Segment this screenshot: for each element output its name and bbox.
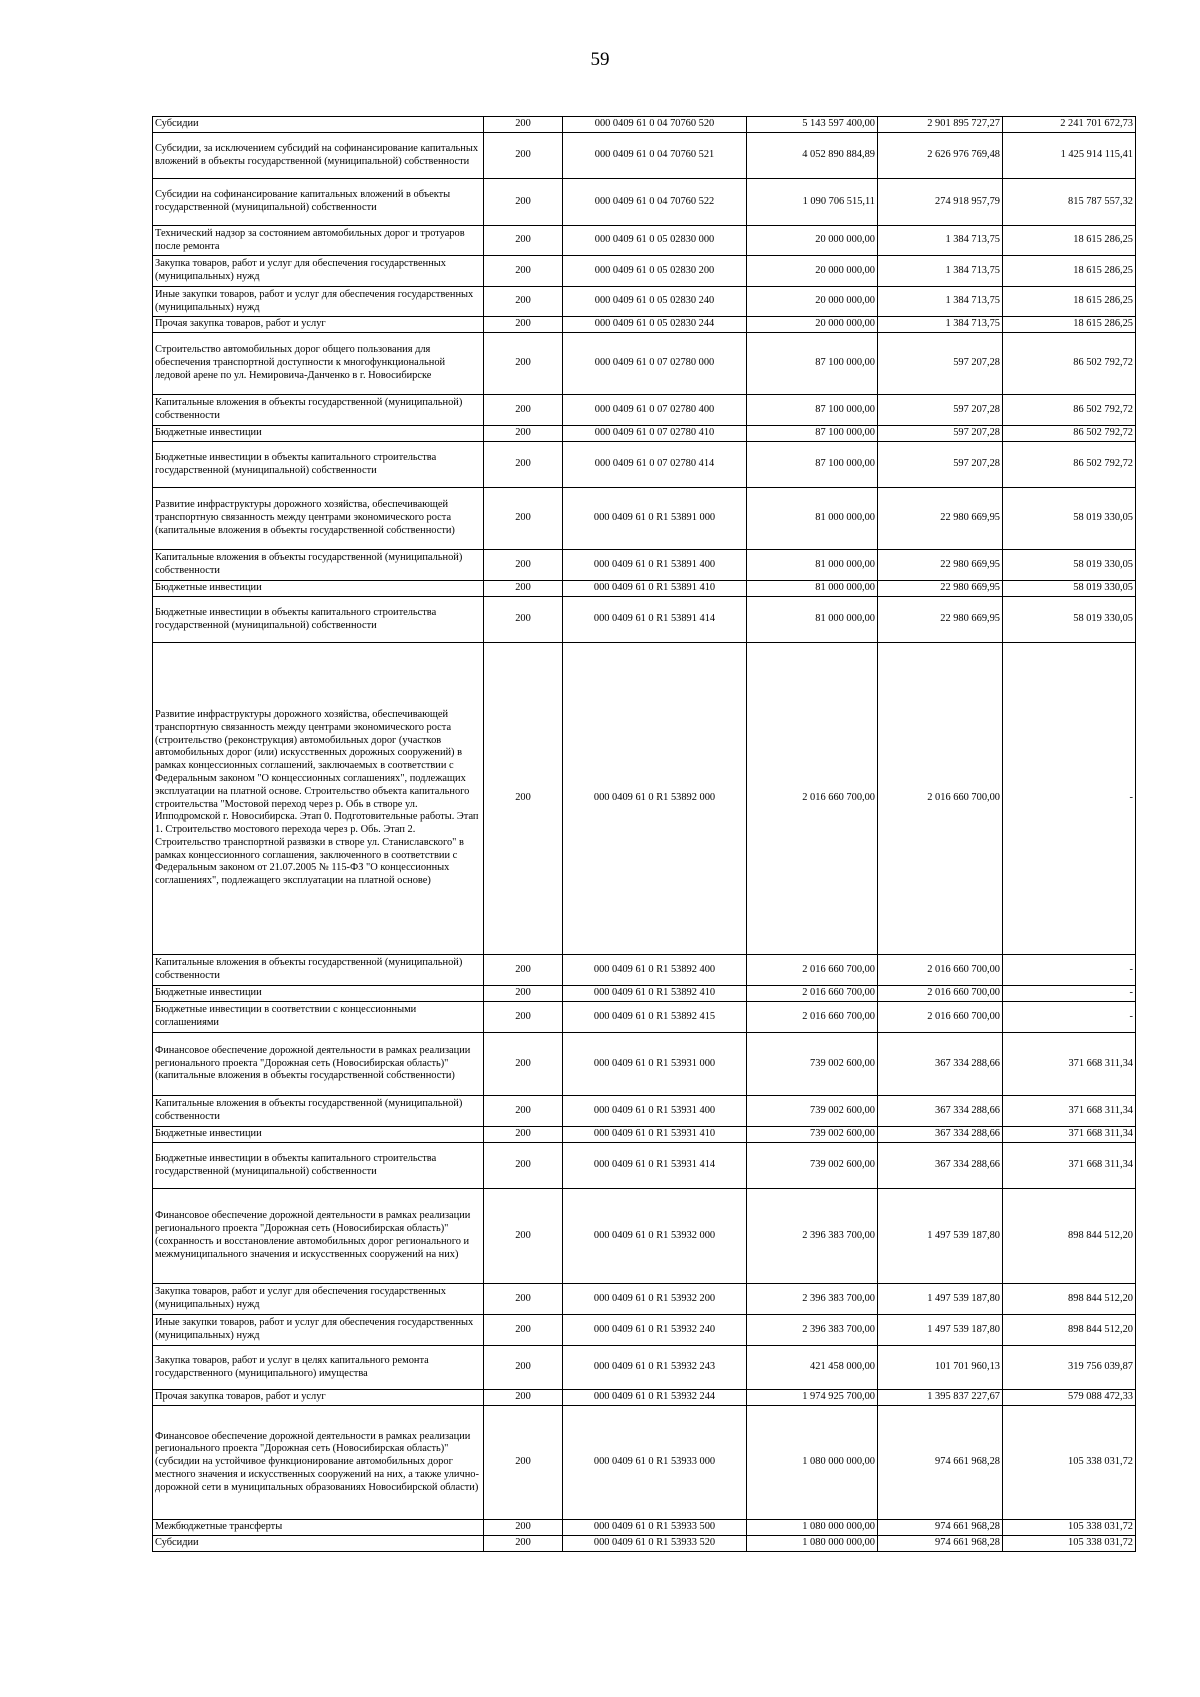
row-unexecuted-amount-cell: 86 502 792,72 [1003,426,1136,442]
row-classification-code-cell: 000 0409 61 0 R1 53931 000 [563,1033,747,1096]
row-code-cell: 200 [484,317,563,333]
row-unexecuted-amount-cell: 18 615 286,25 [1003,287,1136,317]
row-executed-amount-cell: 1 384 713,75 [878,256,1003,287]
row-executed-amount-cell: 22 980 669,95 [878,550,1003,581]
table-row [153,395,1136,426]
row-executed-amount-cell: 597 207,28 [878,395,1003,426]
table-row [153,1536,1136,1552]
table-row [153,117,1136,133]
row-executed-amount-cell: 597 207,28 [878,426,1003,442]
budget-execution-table [152,116,1136,1552]
table-row [153,256,1136,287]
table-row [153,1390,1136,1406]
row-name-cell: Финансовое обеспечение дорожной деятельности в рамках реализации регионального проекта "Дорожная сеть (Новосибирская область)" (субсидии на устойчивое функционирование автомобильных дорог местного значения и искусственных сооружений на них, а также улично-дорожной сети в муниципальных образованиях Новосибирской области) [153,1406,484,1520]
row-code-cell: 200 [484,1189,563,1284]
row-unexecuted-amount-cell: 105 338 031,72 [1003,1520,1136,1536]
row-approved-amount-cell: 87 100 000,00 [747,333,878,395]
row-classification-code-cell: 000 0409 61 0 R1 53932 243 [563,1346,747,1390]
row-name-cell: Капитальные вложения в объекты государственной (муниципальной) собственности [153,1096,484,1127]
row-approved-amount-cell: 2 396 383 700,00 [747,1189,878,1284]
row-executed-amount-cell: 22 980 669,95 [878,488,1003,550]
row-executed-amount-cell: 2 901 895 727,27 [878,117,1003,133]
table-row [153,1189,1136,1284]
row-executed-amount-cell: 2 016 660 700,00 [878,955,1003,986]
row-code-cell: 200 [484,955,563,986]
table-row [153,442,1136,488]
row-approved-amount-cell: 1 974 925 700,00 [747,1390,878,1406]
row-unexecuted-amount-cell: 319 756 039,87 [1003,1346,1136,1390]
row-unexecuted-amount-cell: 898 844 512,20 [1003,1315,1136,1346]
row-classification-code-cell: 000 0409 61 0 R1 53933 000 [563,1406,747,1520]
row-approved-amount-cell: 2 016 660 700,00 [747,955,878,986]
row-approved-amount-cell: 1 080 000 000,00 [747,1406,878,1520]
row-code-cell: 200 [484,550,563,581]
row-name-cell: Капитальные вложения в объекты государственной (муниципальной) собственности [153,550,484,581]
row-executed-amount-cell: 1 384 713,75 [878,226,1003,256]
row-approved-amount-cell: 81 000 000,00 [747,488,878,550]
row-classification-code-cell: 000 0409 61 0 R1 53892 410 [563,986,747,1002]
row-approved-amount-cell: 2 396 383 700,00 [747,1315,878,1346]
row-classification-code-cell: 000 0409 61 0 07 02780 410 [563,426,747,442]
row-code-cell: 200 [484,117,563,133]
row-approved-amount-cell: 81 000 000,00 [747,550,878,581]
row-classification-code-cell: 000 0409 61 0 07 02780 000 [563,333,747,395]
row-name-cell: Бюджетные инвестиции [153,426,484,442]
row-code-cell: 200 [484,287,563,317]
table-row [153,1002,1136,1033]
row-unexecuted-amount-cell: 898 844 512,20 [1003,1189,1136,1284]
row-code-cell: 200 [484,1315,563,1346]
table-row [153,488,1136,550]
table-row [153,1143,1136,1189]
row-name-cell: Иные закупки товаров, работ и услуг для обеспечения государственных (муниципальных) нужд [153,1315,484,1346]
row-executed-amount-cell: 1 497 539 187,80 [878,1315,1003,1346]
table-row [153,1033,1136,1096]
row-unexecuted-amount-cell: - [1003,986,1136,1002]
row-executed-amount-cell: 22 980 669,95 [878,597,1003,643]
row-classification-code-cell: 000 0409 61 0 05 02830 200 [563,256,747,287]
row-unexecuted-amount-cell: 371 668 311,34 [1003,1096,1136,1127]
row-name-cell: Бюджетные инвестиции в соответствии с концессионными соглашениями [153,1002,484,1033]
row-executed-amount-cell: 2 016 660 700,00 [878,986,1003,1002]
table-row [153,1406,1136,1520]
table-row [153,643,1136,955]
row-classification-code-cell: 000 0409 61 0 R1 53891 400 [563,550,747,581]
row-unexecuted-amount-cell: 18 615 286,25 [1003,256,1136,287]
row-unexecuted-amount-cell: - [1003,955,1136,986]
row-classification-code-cell: 000 0409 61 0 R1 53932 200 [563,1284,747,1315]
row-executed-amount-cell: 1 497 539 187,80 [878,1189,1003,1284]
row-approved-amount-cell: 1 080 000 000,00 [747,1536,878,1552]
row-name-cell: Капитальные вложения в объекты государственной (муниципальной) собственности [153,955,484,986]
row-code-cell: 200 [484,1536,563,1552]
row-approved-amount-cell: 87 100 000,00 [747,442,878,488]
row-name-cell: Бюджетные инвестиции в объекты капитального строительства государственной (муниципальной) собственности [153,442,484,488]
row-name-cell: Бюджетные инвестиции в объекты капитального строительства государственной (муниципальной) собственности [153,1143,484,1189]
row-approved-amount-cell: 739 002 600,00 [747,1033,878,1096]
row-classification-code-cell: 000 0409 61 0 R1 53933 500 [563,1520,747,1536]
row-name-cell: Развитие инфраструктуры дорожного хозяйства, обеспечивающей транспортную связанность между центрами экономического роста (строительство (реконструкция) автомобильных дорог (участков автомобильных дорог (или) искусственных дорожных сооружений) в рамках концессионных соглашений, заключаемых в соответствии с Федеральным законом "О концессионных соглашениях", подлежащих эксплуатации на платной основе. Строительство объекта капитального строительства "Мостовой переход через р. Обь в створе ул. Ипподромской г. Новосибирска. Этап 0. Подготовительные работы. Этап 1. Строительство мостового перехода через р. Обь. Этап 2. Строительство транспортной развязки в створе ул. Станиславского" в рамках концессионного соглашения, заключенного в соответствии с Федеральным законом от 21.07.2005 № 115-ФЗ "О концессионных соглашениях", подлежащего эксплуатации на платной основе) [153,643,484,955]
row-approved-amount-cell: 739 002 600,00 [747,1127,878,1143]
table-row [153,179,1136,226]
row-unexecuted-amount-cell: 1 425 914 115,41 [1003,133,1136,179]
table-row [153,550,1136,581]
row-executed-amount-cell: 974 661 968,28 [878,1536,1003,1552]
row-name-cell: Субсидии [153,1536,484,1552]
row-classification-code-cell: 000 0409 61 0 R1 53931 400 [563,1096,747,1127]
row-unexecuted-amount-cell: 86 502 792,72 [1003,395,1136,426]
row-unexecuted-amount-cell: 371 668 311,34 [1003,1033,1136,1096]
row-executed-amount-cell: 597 207,28 [878,442,1003,488]
row-approved-amount-cell: 20 000 000,00 [747,226,878,256]
row-name-cell: Технический надзор за состоянием автомобильных дорог и тротуаров после ремонта [153,226,484,256]
row-name-cell: Субсидии, за исключением субсидий на софинансирование капитальных вложений в объекты государственной (муниципальной) собственности [153,133,484,179]
row-code-cell: 200 [484,333,563,395]
row-approved-amount-cell: 2 016 660 700,00 [747,643,878,955]
row-approved-amount-cell: 87 100 000,00 [747,395,878,426]
row-name-cell: Финансовое обеспечение дорожной деятельности в рамках реализации регионального проекта "Дорожная сеть (Новосибирская область)" (сохранность и восстановление автомобильных дорог регионального и межмуниципального значения и искусственных сооружений на них) [153,1189,484,1284]
row-classification-code-cell: 000 0409 61 0 R1 53892 000 [563,643,747,955]
row-executed-amount-cell: 974 661 968,28 [878,1406,1003,1520]
row-unexecuted-amount-cell: 105 338 031,72 [1003,1406,1136,1520]
row-code-cell: 200 [484,1002,563,1033]
row-unexecuted-amount-cell: 579 088 472,33 [1003,1390,1136,1406]
row-name-cell: Закупка товаров, работ и услуг в целях капитального ремонта государственного (муниципального) имущества [153,1346,484,1390]
row-approved-amount-cell: 421 458 000,00 [747,1346,878,1390]
row-unexecuted-amount-cell: 58 019 330,05 [1003,488,1136,550]
row-unexecuted-amount-cell: 2 241 701 672,73 [1003,117,1136,133]
row-code-cell: 200 [484,133,563,179]
row-executed-amount-cell: 1 497 539 187,80 [878,1284,1003,1315]
row-approved-amount-cell: 20 000 000,00 [747,256,878,287]
row-executed-amount-cell: 367 334 288,66 [878,1033,1003,1096]
row-approved-amount-cell: 2 396 383 700,00 [747,1284,878,1315]
row-executed-amount-cell: 2 016 660 700,00 [878,1002,1003,1033]
row-approved-amount-cell: 739 002 600,00 [747,1143,878,1189]
row-name-cell: Прочая закупка товаров, работ и услуг [153,317,484,333]
row-name-cell: Финансовое обеспечение дорожной деятельности в рамках реализации регионального проекта "Дорожная сеть (Новосибирская область)" (капитальные вложения в объекты государственной собственности) [153,1033,484,1096]
row-approved-amount-cell: 20 000 000,00 [747,287,878,317]
table-row [153,226,1136,256]
row-unexecuted-amount-cell: 18 615 286,25 [1003,317,1136,333]
row-classification-code-cell: 000 0409 61 0 04 70760 522 [563,179,747,226]
row-unexecuted-amount-cell: 371 668 311,34 [1003,1143,1136,1189]
row-executed-amount-cell: 274 918 957,79 [878,179,1003,226]
row-code-cell: 200 [484,1096,563,1127]
row-executed-amount-cell: 1 384 713,75 [878,287,1003,317]
row-approved-amount-cell: 739 002 600,00 [747,1096,878,1127]
row-classification-code-cell: 000 0409 61 0 R1 53931 410 [563,1127,747,1143]
row-name-cell: Межбюджетные трансферты [153,1520,484,1536]
row-classification-code-cell: 000 0409 61 0 R1 53892 415 [563,1002,747,1033]
row-unexecuted-amount-cell: 105 338 031,72 [1003,1536,1136,1552]
row-unexecuted-amount-cell: 58 019 330,05 [1003,581,1136,597]
row-unexecuted-amount-cell: 18 615 286,25 [1003,226,1136,256]
row-code-cell: 200 [484,986,563,1002]
row-executed-amount-cell: 2 626 976 769,48 [878,133,1003,179]
row-name-cell: Строительство автомобильных дорог общего пользования для обеспечения транспортной доступности к многофункциональной ледовой арене по ул. Немировича-Данченко в г. Новосибирске [153,333,484,395]
row-classification-code-cell: 000 0409 61 0 05 02830 000 [563,226,747,256]
row-code-cell: 200 [484,1406,563,1520]
row-classification-code-cell: 000 0409 61 0 R1 53932 240 [563,1315,747,1346]
row-code-cell: 200 [484,1346,563,1390]
table-row [153,955,1136,986]
table-row [153,1096,1136,1127]
table-body [153,117,1136,1552]
row-executed-amount-cell: 2 016 660 700,00 [878,643,1003,955]
table-row [153,1520,1136,1536]
row-code-cell: 200 [484,426,563,442]
row-name-cell: Прочая закупка товаров, работ и услуг [153,1390,484,1406]
row-unexecuted-amount-cell: - [1003,643,1136,955]
row-classification-code-cell: 000 0409 61 0 05 02830 244 [563,317,747,333]
row-executed-amount-cell: 1 395 837 227,67 [878,1390,1003,1406]
row-approved-amount-cell: 5 143 597 400,00 [747,117,878,133]
table-row [153,986,1136,1002]
row-unexecuted-amount-cell: 58 019 330,05 [1003,597,1136,643]
row-code-cell: 200 [484,1284,563,1315]
row-unexecuted-amount-cell: 815 787 557,32 [1003,179,1136,226]
row-name-cell: Развитие инфраструктуры дорожного хозяйства, обеспечивающей транспортную связанность между центрами экономического роста (капитальные вложения в объекты государственной собственности) [153,488,484,550]
row-approved-amount-cell: 1 080 000 000,00 [747,1520,878,1536]
row-classification-code-cell: 000 0409 61 0 04 70760 521 [563,133,747,179]
table-row [153,1284,1136,1315]
row-classification-code-cell: 000 0409 61 0 04 70760 520 [563,117,747,133]
row-classification-code-cell: 000 0409 61 0 R1 53892 400 [563,955,747,986]
row-name-cell: Субсидии [153,117,484,133]
row-unexecuted-amount-cell: 86 502 792,72 [1003,442,1136,488]
row-unexecuted-amount-cell: 898 844 512,20 [1003,1284,1136,1315]
row-code-cell: 200 [484,488,563,550]
row-classification-code-cell: 000 0409 61 0 R1 53932 244 [563,1390,747,1406]
row-classification-code-cell: 000 0409 61 0 07 02780 400 [563,395,747,426]
table-row [153,581,1136,597]
row-name-cell: Бюджетные инвестиции в объекты капитального строительства государственной (муниципальной) собственности [153,597,484,643]
table-row [153,333,1136,395]
row-name-cell: Иные закупки товаров, работ и услуг для обеспечения государственных (муниципальных) нужд [153,287,484,317]
table-row [153,317,1136,333]
row-code-cell: 200 [484,597,563,643]
row-unexecuted-amount-cell: 86 502 792,72 [1003,333,1136,395]
row-name-cell: Бюджетные инвестиции [153,1127,484,1143]
row-name-cell: Субсидии на софинансирование капитальных вложений в объекты государственной (муниципальной) собственности [153,179,484,226]
row-code-cell: 200 [484,442,563,488]
row-code-cell: 200 [484,256,563,287]
row-approved-amount-cell: 1 090 706 515,11 [747,179,878,226]
row-name-cell: Закупка товаров, работ и услуг для обеспечения государственных (муниципальных) нужд [153,256,484,287]
row-approved-amount-cell: 2 016 660 700,00 [747,1002,878,1033]
table-row [153,426,1136,442]
row-executed-amount-cell: 367 334 288,66 [878,1143,1003,1189]
row-code-cell: 200 [484,1033,563,1096]
row-executed-amount-cell: 22 980 669,95 [878,581,1003,597]
row-name-cell: Бюджетные инвестиции [153,986,484,1002]
row-code-cell: 200 [484,1520,563,1536]
row-executed-amount-cell: 1 384 713,75 [878,317,1003,333]
row-approved-amount-cell: 81 000 000,00 [747,581,878,597]
row-code-cell: 200 [484,581,563,597]
row-classification-code-cell: 000 0409 61 0 R1 53932 000 [563,1189,747,1284]
page-number: 59 [590,49,610,70]
table-row [153,597,1136,643]
row-unexecuted-amount-cell: 58 019 330,05 [1003,550,1136,581]
row-classification-code-cell: 000 0409 61 0 R1 53931 414 [563,1143,747,1189]
row-classification-code-cell: 000 0409 61 0 R1 53891 000 [563,488,747,550]
row-code-cell: 200 [484,643,563,955]
row-executed-amount-cell: 101 701 960,13 [878,1346,1003,1390]
row-executed-amount-cell: 597 207,28 [878,333,1003,395]
row-approved-amount-cell: 81 000 000,00 [747,597,878,643]
row-classification-code-cell: 000 0409 61 0 R1 53891 414 [563,597,747,643]
row-executed-amount-cell: 367 334 288,66 [878,1096,1003,1127]
row-approved-amount-cell: 20 000 000,00 [747,317,878,333]
row-unexecuted-amount-cell: 371 668 311,34 [1003,1127,1136,1143]
row-code-cell: 200 [484,179,563,226]
row-executed-amount-cell: 974 661 968,28 [878,1520,1003,1536]
table-row [153,1127,1136,1143]
row-name-cell: Закупка товаров, работ и услуг для обеспечения государственных (муниципальных) нужд [153,1284,484,1315]
row-approved-amount-cell: 4 052 890 884,89 [747,133,878,179]
row-code-cell: 200 [484,1143,563,1189]
row-classification-code-cell: 000 0409 61 0 R1 53933 520 [563,1536,747,1552]
row-code-cell: 200 [484,395,563,426]
row-classification-code-cell: 000 0409 61 0 R1 53891 410 [563,581,747,597]
table-row [153,133,1136,179]
row-name-cell: Бюджетные инвестиции [153,581,484,597]
row-code-cell: 200 [484,1127,563,1143]
row-unexecuted-amount-cell: - [1003,1002,1136,1033]
row-name-cell: Капитальные вложения в объекты государственной (муниципальной) собственности [153,395,484,426]
row-code-cell: 200 [484,1390,563,1406]
table-row [153,1346,1136,1390]
row-executed-amount-cell: 367 334 288,66 [878,1127,1003,1143]
row-approved-amount-cell: 87 100 000,00 [747,426,878,442]
table-row [153,1315,1136,1346]
row-approved-amount-cell: 2 016 660 700,00 [747,986,878,1002]
table-row [153,287,1136,317]
row-code-cell: 200 [484,226,563,256]
row-classification-code-cell: 000 0409 61 0 07 02780 414 [563,442,747,488]
row-classification-code-cell: 000 0409 61 0 05 02830 240 [563,287,747,317]
